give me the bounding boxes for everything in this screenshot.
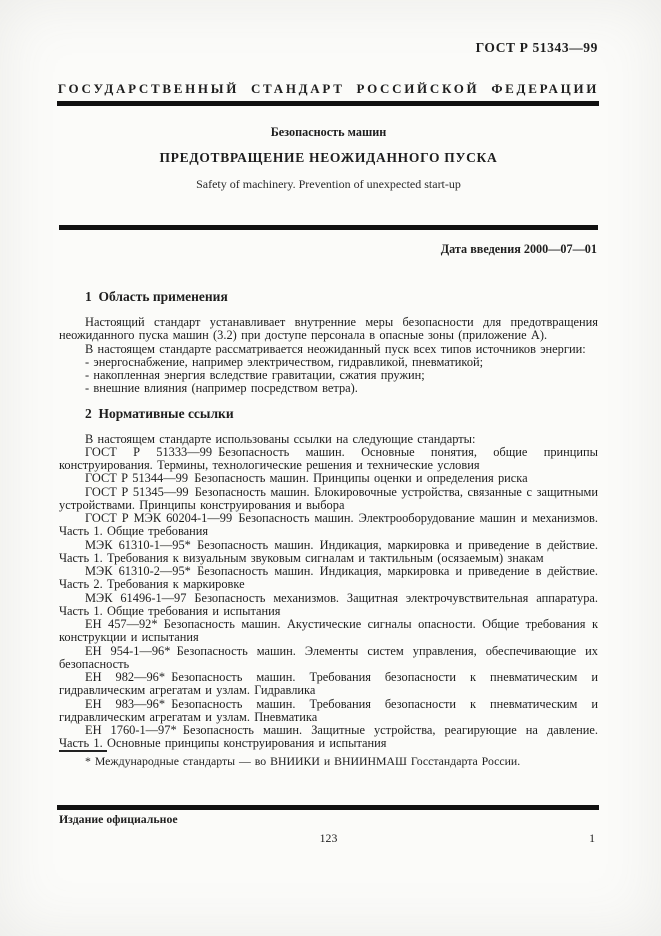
bottom-rule	[57, 805, 599, 810]
edition-note: Издание официальное	[59, 812, 178, 826]
section-1-heading: 1 Область применения	[85, 289, 228, 304]
reference-item: ГОСТ Р 51344—99 Безопасность машин. Принципы оценки и определения риска	[85, 471, 528, 486]
section-2-heading: 2 Нормативные ссылки	[85, 405, 234, 421]
scope-bullet: - внешние влияния (например посредством ветра).	[85, 381, 358, 396]
references-intro: В настоящем стандарте использованы ссылки на следующие стандарты:	[85, 431, 476, 446]
mid-rule	[59, 225, 598, 230]
reference-item: ЕН 982—96* Безопасность машин. Требования безопасности к пневматическим и гидравлическим агрегатам и узлам. Гидравлика	[59, 670, 598, 698]
scope-paragraph: Настоящий стандарт устанавливает внутренние меры безопасности для предотвращения неожиданного пуска машин (3.2) при доступе персонала в опасные зоны (приложение А).	[59, 315, 598, 343]
top-rule	[57, 101, 599, 106]
reference-item: ЕН 1760-1—97* Безопасность машин. Защитные устройства, реагирующие на давление. Часть 1. Основные принципы конструирования и испытания	[59, 723, 598, 751]
reference-item: МЭК 61310-2—95* Безопасность машин. Индикация, маркировка и приведение в действие. Часть 2. Требования к маркировке	[59, 564, 598, 592]
document-body	[59, 289, 598, 751]
scope-bullet: - энергоснабжение, например электричеством, гидравликой, пневматикой;	[85, 354, 484, 369]
reference-item: ЕН 457—92* Безопасность машин. Акустические сигналы опасности. Общие требования к конструкции и испытания	[59, 617, 598, 645]
effective-date: Дата введения 2000—07—01	[440, 242, 597, 256]
reference-item: ГОСТ Р 51345—99 Безопасность машин. Блокировочные устройства, связанные с защитными устройствами. Принципы конструирования и выбора	[59, 484, 598, 512]
doc-subject: Безопасность машин	[270, 125, 387, 139]
page-number: 123	[319, 831, 338, 845]
reference-item: ГОСТ Р 51333—99 Безопасность машин. Основные понятия, общие принципы конструирования. Термины, технологические решения и технические условия	[59, 444, 598, 472]
scope-bullet: - накопленная энергия вследствие гравитации, сжатия пружин;	[85, 368, 425, 382]
footnote-text: * Международные стандарты — во ВНИИКИ и ВНИИНМАШ Госстандарта России.	[85, 754, 521, 768]
doc-title-en: Safety of machinery. Prevention of unexpected start-up	[196, 177, 461, 191]
reference-item: ЕН 954-1—96* Безопасность машин. Элементы систем управления, обеспечивающие их безопасность	[59, 643, 598, 671]
reference-item: ГОСТ Р МЭК 60204-1—99 Безопасность машин. Электрооборудование машин и механизмов. Часть 1. Общие требования	[59, 511, 598, 539]
org-title: ГОСУДАРСТВЕННЫЙ СТАНДАРТ РОССИЙСКОЙ ФЕДЕРАЦИИ	[57, 81, 600, 96]
scope-paragraph: В настоящем стандарте рассматривается неожиданный пуск всех типов источников энергии:	[85, 341, 586, 356]
footnote-separator	[59, 750, 107, 752]
folio-number: 1	[589, 831, 595, 845]
doc-title-ru: ПРЕДОТВРАЩЕНИЕ НЕОЖИДАННОГО ПУСКА	[159, 150, 498, 165]
reference-item: МЭК 61496-1—97 Безопасность механизмов. Защитная электрочувствительная аппаратура. Часть 1. Общие требования и испытания	[59, 590, 598, 618]
reference-item: МЭК 61310-1—95* Безопасность машин. Индикация, маркировка и приведение в действие. Часть 1. Требования к визуальным звуковым сигналам и тактильным (осязаемым) знакам	[59, 537, 598, 565]
doc-number: ГОСТ Р 51343—99	[475, 40, 598, 55]
reference-item: ЕН 983—96* Безопасность машин. Требования безопасности к пневматическим и гидравлическим агрегатам и узлам. Пневматика	[59, 696, 598, 724]
